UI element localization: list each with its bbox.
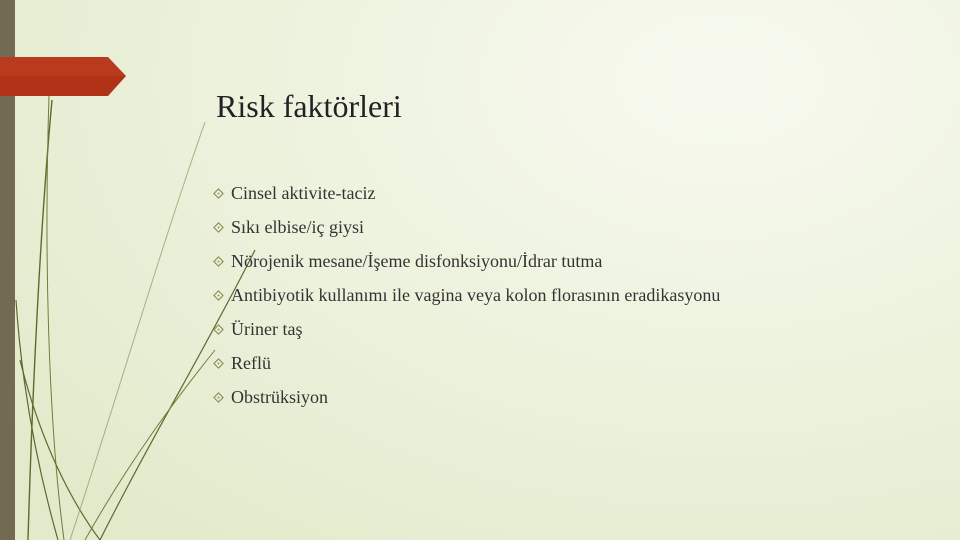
list-item [213,312,720,346]
diamond-bullet-icon [213,256,224,267]
bullet-text: Obstrüksiyon [231,386,329,407]
list-item [213,176,720,210]
diamond-bullet-icon [213,358,224,369]
diamond-bullet-icon [213,290,224,301]
slide-title: Risk faktörleri [216,88,402,124]
bullet-text: Reflü [231,352,271,373]
list-item [213,210,720,244]
bullet-text: Üriner taş [231,318,303,339]
bullet-text: Cinsel aktivite-taciz [231,182,376,203]
list-item [213,380,720,414]
diamond-bullet-icon [213,324,224,335]
diamond-bullet-icon [213,222,224,233]
diamond-bullet-icon [213,392,224,403]
list-item [213,346,720,380]
bullet-text: Nörojenik mesane/İşeme disfonksiyonu/İdrar tutma [231,250,603,271]
list-item [213,244,720,278]
bullet-list [213,176,720,414]
list-item [213,278,720,312]
bullet-text: Antibiyotik kullanımı ile vagina veya kolon florasının eradikasyonu [231,284,721,305]
bullet-text: Sıkı elbise/iç giysi [231,216,364,237]
diamond-bullet-icon [213,188,224,199]
